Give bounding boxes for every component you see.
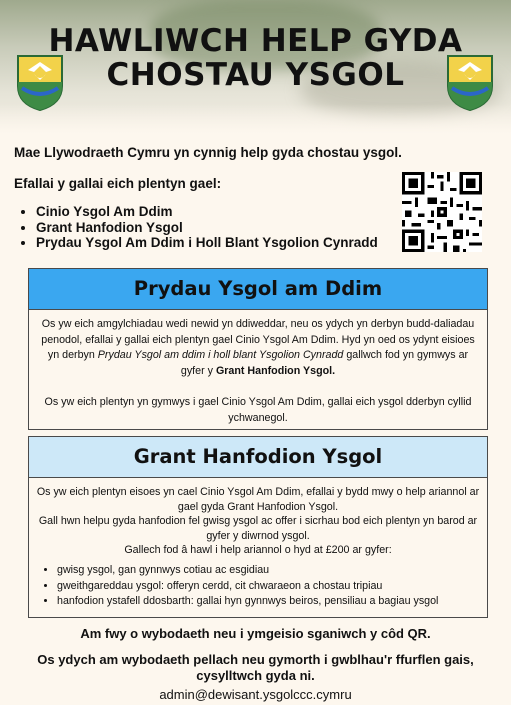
free-school-meals-panel (28, 268, 488, 430)
benefit-list (22, 204, 378, 251)
banner-fade (0, 104, 511, 134)
paragraph: Os yw eich plentyn eisoes yn cael Cinio Ysgol Am Ddim, efallai y bydd mwy o help ariannol ar gael gyda Grant Hanfodion Ysgol. (36, 486, 480, 513)
list-item: • Grant Hanfodion Ysgol (36, 220, 378, 236)
list-item: • gweithgareddau ysgol: offeryn cerdd, cit chwaraeon a chostau tripiau (57, 579, 438, 595)
qr-code-icon[interactable] (402, 172, 482, 252)
grant-items-list (43, 563, 438, 610)
list-item: • gwisg ysgol, gan gynnwys cotiau ac esgidiau (57, 563, 438, 579)
contact-instruction: Os ydych am wybodaeth pellach neu gymorth i gwblhau'r ffurflen gais, cysylltwch gyda ni. (37, 652, 474, 683)
intro-text: Mae Llywodraeth Cymru yn cynnig help gyda chostau ysgol. (14, 145, 402, 160)
list-item: • Prydau Ysgol Am Ddim i Holl Blant Ysgolion Cynradd (36, 235, 378, 251)
text-span: Os yw eich amgylchiadau wedi newid yn ddiweddar, neu os ydych yn derbyn budd-daliadau penodol, efallai y gallai eich plentyn gael Cinio Ysgol Am Ddim. Hyd yn oed os ydynt eisioes yn derbyn (41, 318, 475, 361)
page-title (0, 24, 511, 92)
title-line-1: HAWLIWCH HELP GYDA (48, 23, 463, 59)
list-item: • hanfodion ystafell ddosbarth: gallai hyn gynnwys beiros, pensiliau a bagiau ysgol (57, 594, 438, 610)
qr-instruction: Am fwy o wybodaeth neu i ymgeisio sganiwch y côd QR. (80, 626, 431, 641)
title-line-2: CHOSTAU YSGOL (106, 57, 405, 93)
section-heading: Grant Hanfodion Ysgol (29, 437, 487, 478)
contact-email-link[interactable]: admin@dewisant.ysgolccc.cymru (159, 687, 352, 702)
school-essentials-grant-panel (28, 436, 488, 618)
section-heading: Prydau Ysgol am Ddim (29, 269, 487, 310)
section-body (35, 485, 481, 558)
bold-text: Grant Hanfodion Ysgol. (215, 364, 336, 377)
paragraph: Gall hwn helpu gyda hanfodion fel gwisg ysgol ac offer i sicrhau bod eich plentyn yn barod ar gyfer y diwrnod ysgol. (38, 515, 478, 542)
eligibility-lead: Efallai y gallai eich plentyn gael: (14, 176, 222, 191)
paragraph: Os yw eich plentyn yn gymwys i gael Cinio Ysgol Am Ddim, gallai eich ysgol dderbyn cyllid ychwanegol. (44, 396, 472, 424)
text-span: gallwch fod yn gymwys ar gyfer y (180, 349, 469, 377)
paragraph: Gallech fod â hawl i help ariannol o hyd at £200 ar gyfer: (124, 544, 392, 556)
section-body (35, 317, 481, 426)
italic-text: Prydau Ysgol am ddim i holl blant Ysgolion Cynradd (97, 349, 344, 361)
paragraph (35, 317, 481, 379)
list-item: • Cinio Ysgol Am Ddim (36, 204, 378, 220)
